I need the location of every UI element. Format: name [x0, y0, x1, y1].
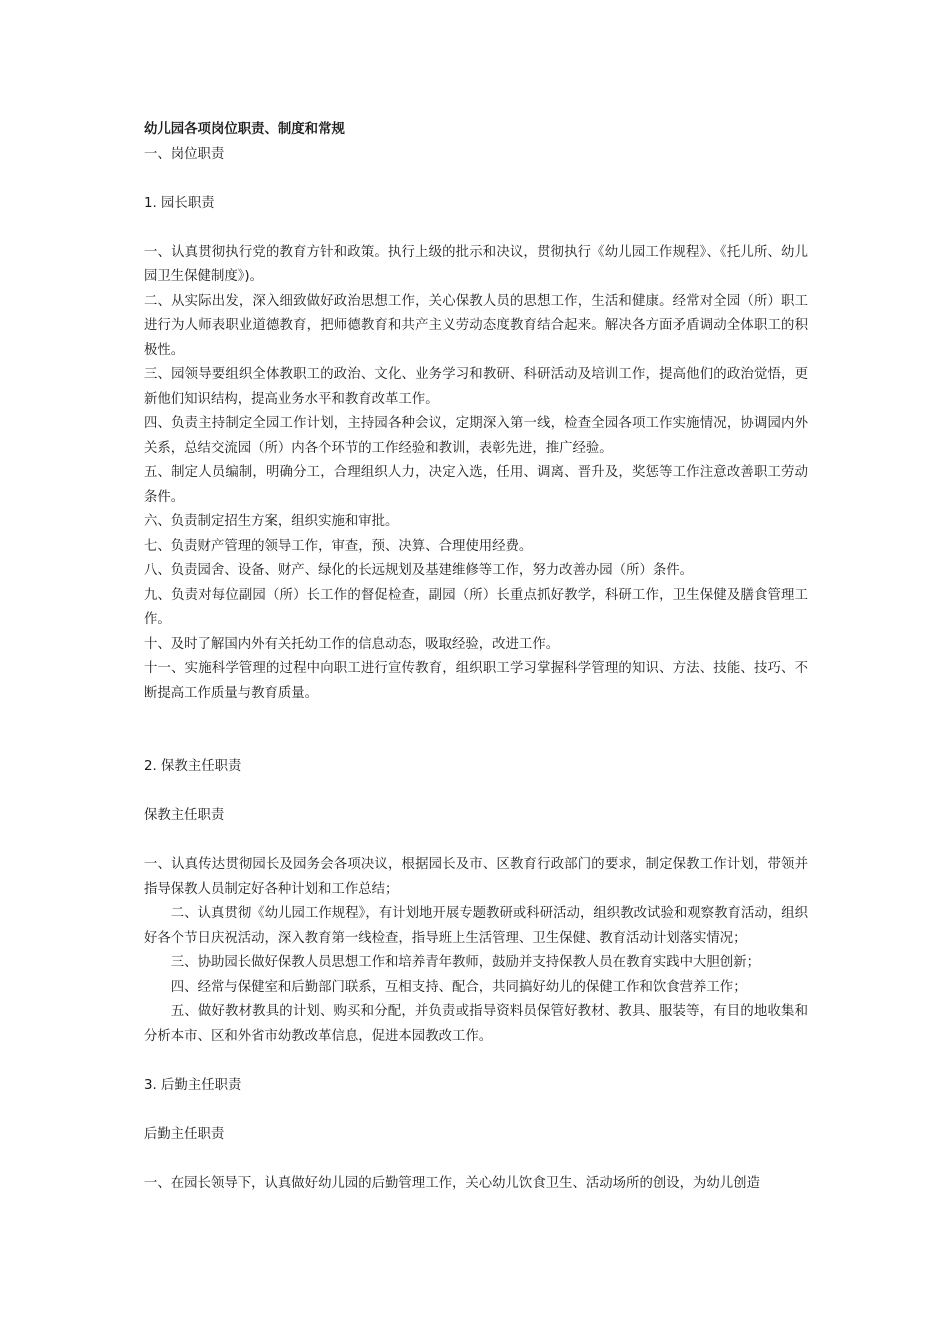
- spacer: [144, 780, 808, 805]
- spacer: [144, 731, 808, 756]
- paragraph: 四、负责主持制定全园工作计划，主持园各种会议，定期深入第一线，检查全园各项工作实施情况，协调园内外关系，总结交流园（所）内各个环节的工作经验和教训，表彰先进，推广经验。: [144, 416, 808, 456]
- paragraph: 一、认真贯彻执行党的教育方针和政策。执行上级的批示和决议，贯彻执行《幼儿园工作规程》、《托儿所、幼儿园卫生保健制度》)。: [144, 244, 808, 284]
- paragraph: 八、负责园舍、设备、财产、绿化的长远规划及基建维修等工作，努力改善办园（所）条件。: [144, 563, 694, 578]
- spacer: [144, 1049, 808, 1074]
- paragraph: 九、负责对每位副园（所）长工作的督促检查，副园（所）长重点抓好教学，科研工作，卫生保健及膳食管理工作。: [144, 587, 808, 627]
- section-heading: 2. 保教主任职责: [144, 759, 242, 774]
- spacer: [144, 216, 808, 241]
- paragraph: 十一、实施科学管理的过程中向职工进行宣传教育，组织职工学习掌握科学管理的知识、方法、技能、技巧、不断提高工作质量与教育质量。: [144, 661, 808, 701]
- paragraph: 二、从实际出发，深入细致做好政治思想工作，关心保教人员的思想工作，生活和健康。经常对全园（所）职工进行为人师表职业道德教育，把师德教育和共产主义劳动态度教育结合起来。解决各方面矛盾调动全体职工的积极性。: [144, 293, 808, 358]
- spacer: [144, 1147, 808, 1172]
- section-subheading: 保教主任职责: [144, 808, 225, 823]
- document-page: [144, 118, 808, 1196]
- paragraph: 四、经常与保健室和后勤部门联系，互相支持、配合，共同搞好幼儿的保健工作和饮食营养工作；: [170, 979, 747, 995]
- paragraph: 一、认真传达贯彻园长及园务会各项决议，根据园长及市、区教育行政部门的要求，制定保教工作计划，带领并指导保教人员制定好各种计划和工作总结；: [144, 857, 808, 897]
- paragraph: 二、认真贯彻《幼儿园工作规程》，有计划地开展专题教研或科研活动，组织教改试验和观察教育活动，组织好各个节日庆祝活动，深入教育第一线检查，指导班上生活管理、卫生保健、教育活动计划落实情况；: [144, 906, 808, 946]
- spacer: [144, 167, 808, 192]
- spacer: [144, 706, 808, 731]
- spacer: [144, 1098, 808, 1123]
- section-subheading: 后勤主任职责: [144, 1126, 225, 1142]
- paragraph: 三、园领导要组织全体教职工的政治、文化、业务学习和教研、科研活动及培训工作，提高他们的政治觉悟，更新他们知识结构，提高业务水平和教育改革工作。: [144, 367, 808, 407]
- paragraph: 五、制定人员编制，明确分工，合理组织人力，决定入选，任用、调离、晋升及，奖惩等工作注意改善职工劳动条件。: [144, 465, 808, 505]
- paragraph: 五、做好教材教具的计划、购买和分配，并负责或指导资料员保管好教材、教具、服装等，有目的地收集和分析本市、区和外省市幼教改革信息，促进本园教改工作。: [144, 1004, 808, 1044]
- spacer: [144, 829, 808, 854]
- section-heading: 1. 园长职责: [144, 195, 215, 211]
- paragraph: 三、协助园长做好保教人员思想工作和培养青年教师，鼓励并支持保教人员在教育实践中大胆创新；: [170, 955, 760, 970]
- document-title: 幼儿园各项岗位职责、制度和常规: [144, 122, 345, 137]
- paragraph: 一、在园长领导下，认真做好幼儿园的后勤管理工作，关心幼儿饮食卫生、活动场所的创设，为幼儿创造: [144, 1175, 760, 1191]
- paragraph: 十、及时了解国内外有关托幼工作的信息动态，吸取经验，改进工作。: [144, 636, 560, 652]
- paragraph: 六、负责制定招生方案，组织实施和审批。: [144, 514, 399, 529]
- part-heading: 一、岗位职责: [144, 146, 225, 162]
- paragraph: 七、负责财产管理的领导工作，审查，预、决算、合理使用经费。: [144, 538, 533, 554]
- section-heading: 3. 后勤主任职责: [144, 1077, 242, 1093]
